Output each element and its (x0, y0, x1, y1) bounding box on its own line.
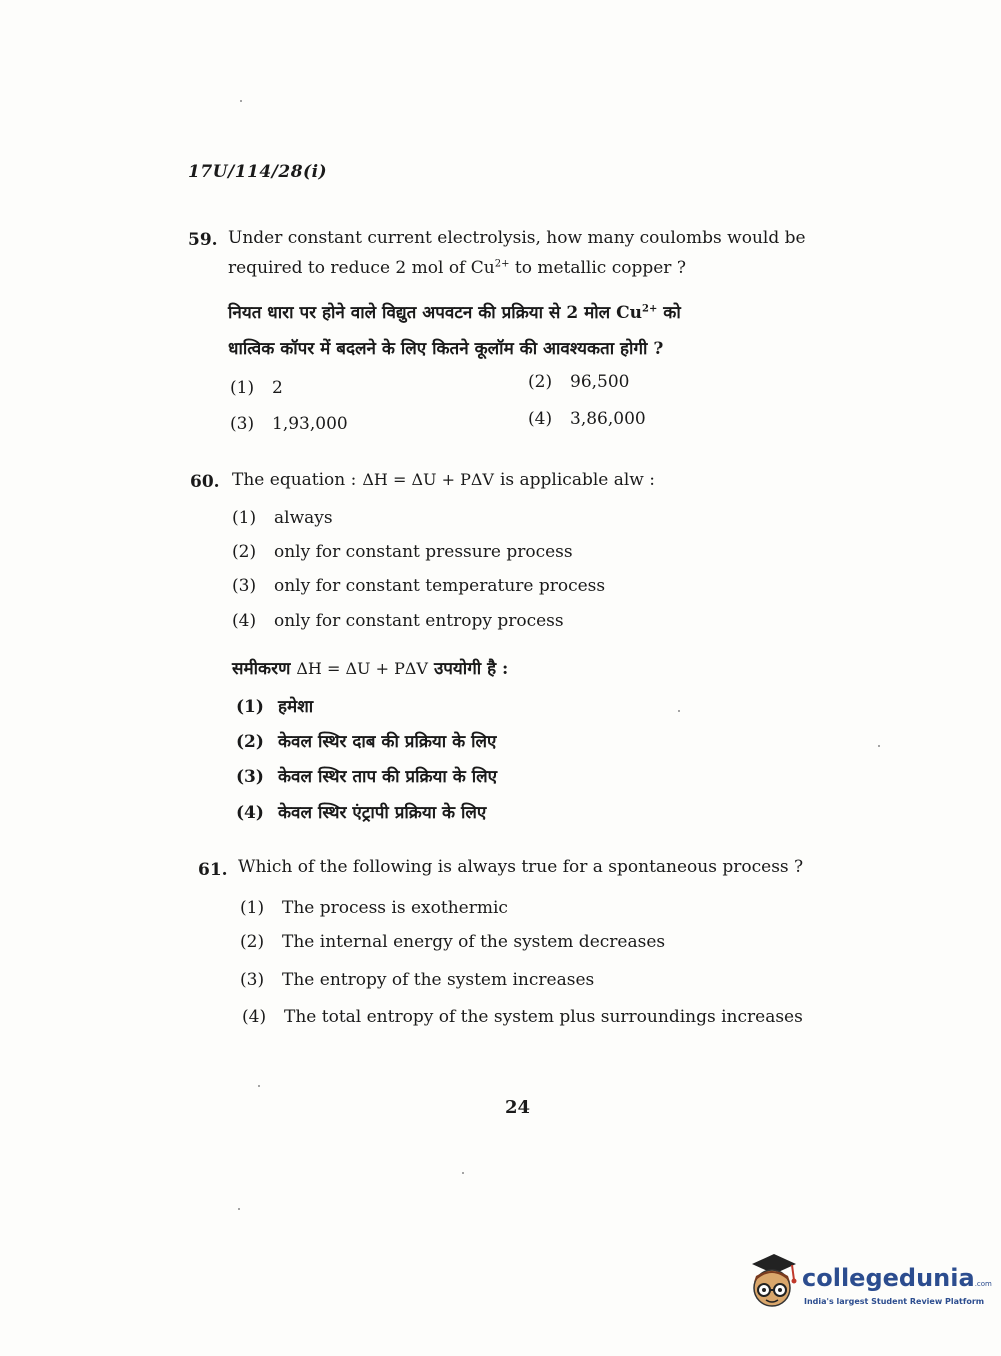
question-text-hi-line2: धात्विक कॉपर में बदलने के लिए कितने कूलॉम की आवश्यकता होगी ? (228, 339, 664, 359)
collegedunia-logo (742, 1250, 992, 1320)
option-4: (4) 3,86,000 (528, 409, 646, 429)
scan-speck (238, 1208, 240, 1210)
scan-speck (240, 100, 242, 102)
question-number: 61. (198, 860, 228, 880)
option-4: (4) The total entropy of the system plus surroundings increases (242, 1007, 803, 1027)
option-2: (2) only for constant pressure process (232, 542, 573, 562)
scan-speck (462, 1172, 464, 1174)
question-number: 59. (188, 230, 218, 250)
option-1: (1) The process is exothermic (240, 898, 508, 918)
scan-speck (878, 745, 880, 747)
option-1: (1) 2 (230, 378, 283, 398)
option-2: (2) The internal energy of the system decreases (240, 932, 666, 952)
option-3: (3) The entropy of the system increases (240, 970, 595, 990)
equation: ΔH = ΔU + PΔV (362, 470, 494, 489)
question-text-hi-line1: नियत धारा पर होने वाले विद्युत अपवटन की प्रक्रिया से 2 मोल $Cu^{2+}$ को (228, 303, 681, 323)
question-text-hi: समीकरण ΔH = ΔU + PΔV उपयोगी है : (232, 659, 509, 679)
logo-wordmark: collegedunia.com (802, 1264, 992, 1292)
option-3: (3) only for constant temperature process (232, 576, 606, 596)
option-2: (2) 96,500 (528, 372, 630, 392)
logo-tagline: India's largest Student Review Platform (804, 1297, 985, 1306)
question-text-en: The equation : ΔH = ΔU + PΔV is applicable alw : (232, 470, 655, 490)
question-text-en: Which of the following is always true for a spontaneous process ? (238, 857, 804, 877)
mascot-icon (742, 1250, 802, 1320)
question-number: 60. (190, 472, 220, 492)
hi-option-1: (1) हमेशा (236, 697, 314, 717)
equation-hi: ΔH = ΔU + PΔV (296, 659, 428, 678)
hi-option-4: (4) केवल स्थिर एंट्रापी प्रक्रिया के लिए (236, 803, 487, 823)
option-3: (3) 1,93,000 (230, 414, 348, 434)
scan-speck (258, 1085, 260, 1087)
option-1: (1) always (232, 508, 333, 528)
question-text-en-line2: required to reduce 2 mol of $Cu^{2+}$ to metallic copper ? (228, 258, 686, 278)
page-number: 24 (505, 1097, 531, 1118)
scan-speck (678, 710, 680, 712)
hi-option-2: (2) केवल स्थिर दाब की प्रक्रिया के लिए (236, 732, 497, 752)
paper-code: 17U/114/28(i) (188, 162, 328, 182)
option-4: (4) only for constant entropy process (232, 611, 564, 631)
hi-option-3: (3) केवल स्थिर ताप की प्रक्रिया के लिए (236, 767, 498, 787)
question-text-en-line1: Under constant current electrolysis, how many coulombs would be (228, 228, 806, 248)
